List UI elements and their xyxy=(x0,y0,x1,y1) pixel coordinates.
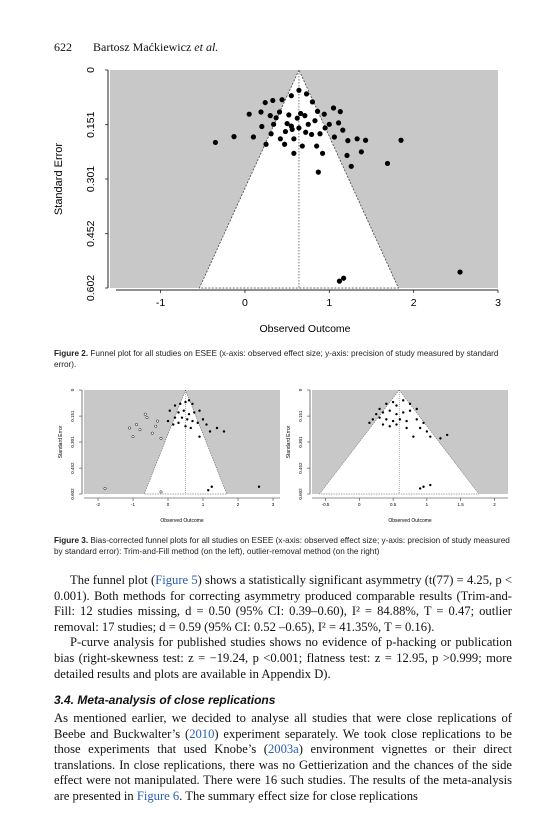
study-point xyxy=(332,134,337,139)
study-point xyxy=(184,401,186,403)
y-axis-label: Standard Error xyxy=(58,425,64,459)
study-point xyxy=(300,143,305,148)
study-point xyxy=(169,410,171,412)
study-point xyxy=(349,164,354,169)
x-tick-label: 1.5 xyxy=(457,502,464,507)
study-point xyxy=(341,276,346,281)
study-point xyxy=(251,134,256,139)
study-point xyxy=(429,435,431,437)
study-point xyxy=(188,399,190,401)
y-tick-label: 0.602 xyxy=(85,274,97,302)
x-tick-label: 0 xyxy=(358,502,361,507)
study-point xyxy=(184,425,186,427)
y-tick-label: 0 xyxy=(85,67,97,73)
x-tick-label: -1 xyxy=(130,502,136,507)
text-run: The funnel plot ( xyxy=(70,573,156,587)
study-point xyxy=(231,134,236,139)
study-point xyxy=(327,122,332,127)
study-point xyxy=(268,113,273,118)
imputed-study-point xyxy=(151,432,153,434)
y-tick-label: 0.452 xyxy=(298,462,303,474)
study-point xyxy=(271,122,276,127)
x-tick-label: 2 xyxy=(410,297,417,309)
study-point xyxy=(296,125,301,130)
paragraph-pcurve: P-curve analysis for published studies shows no evidence of p-hacking or publication bias (right-skewness test: z = −19.24, p <0.001; flatness test: z = 12.95, p >0.999; more detailed results and plots are available in Appendix D). xyxy=(54,635,512,681)
study-point xyxy=(174,404,176,406)
imputed-study-point xyxy=(156,420,158,422)
study-point xyxy=(295,116,300,121)
study-point xyxy=(316,170,321,175)
study-point xyxy=(368,422,370,424)
section-heading: 3.4. Meta-analysis of close replications xyxy=(54,693,276,707)
y-tick-label: 0.301 xyxy=(85,165,97,193)
author-names: Bartosz Maćkiewicz xyxy=(93,40,192,54)
study-point xyxy=(177,422,179,424)
study-point xyxy=(209,430,211,432)
study-point xyxy=(422,422,424,424)
study-point xyxy=(263,100,268,105)
study-point xyxy=(174,416,176,418)
study-point xyxy=(429,484,431,486)
study-point xyxy=(363,138,368,143)
y-tick-label: 0.602 xyxy=(70,488,75,500)
study-point xyxy=(392,420,394,422)
study-point xyxy=(385,161,390,166)
figure-3-outlier-removal-plot xyxy=(282,386,512,526)
study-point xyxy=(412,435,414,437)
study-point xyxy=(172,423,174,425)
study-point xyxy=(303,130,308,135)
study-point xyxy=(258,109,263,114)
study-point xyxy=(274,115,279,120)
study-point xyxy=(188,413,190,415)
study-point xyxy=(315,109,320,114)
study-point xyxy=(186,418,188,420)
study-point xyxy=(416,418,418,420)
text-run: ) environment vignettes or their direct translations. In close replications, there was no Gettierization and the chances of the side effect were not manipulated. There were 16 such studies. The results of the meta-analysis are presented in xyxy=(54,742,512,803)
study-point xyxy=(378,408,380,410)
study-point xyxy=(202,418,204,420)
study-point xyxy=(422,486,424,488)
imputed-study-point xyxy=(160,491,162,493)
x-tick-label: 0.5 xyxy=(389,502,397,507)
study-point xyxy=(345,138,350,143)
imputed-study-point xyxy=(128,427,130,429)
study-point xyxy=(409,403,411,405)
study-point xyxy=(426,430,428,432)
study-point xyxy=(193,411,195,413)
study-point xyxy=(314,143,319,148)
figure-3-trim-and-fill-plot xyxy=(54,386,284,526)
study-point xyxy=(457,269,462,274)
imputed-study-point xyxy=(132,435,134,437)
study-point xyxy=(409,410,411,412)
study-point xyxy=(247,112,252,117)
y-tick-label: 0 xyxy=(298,388,303,392)
study-point xyxy=(355,136,360,141)
study-point xyxy=(385,418,387,420)
running-header xyxy=(54,40,218,55)
text-run: As mentioned earlier, we decided to analyse all studies that were close replications of Beebe and Buckwalter’s ( xyxy=(54,711,512,741)
author-line xyxy=(93,40,218,54)
y-tick-label: 0.301 xyxy=(70,436,75,448)
study-point xyxy=(322,112,327,117)
study-point xyxy=(279,97,284,102)
caption-label: Figure 3. xyxy=(54,536,89,545)
study-point xyxy=(382,411,384,413)
study-point xyxy=(338,109,343,114)
study-point xyxy=(263,142,268,147)
x-tick-label: -1 xyxy=(155,297,166,309)
study-point xyxy=(289,93,294,98)
study-point xyxy=(283,129,288,134)
study-point xyxy=(183,410,185,412)
y-tick-label: 0.151 xyxy=(70,410,75,422)
paragraph-funnel xyxy=(54,573,512,635)
study-point xyxy=(385,403,387,405)
study-point xyxy=(322,125,327,130)
study-point xyxy=(344,153,349,158)
study-point xyxy=(372,418,374,420)
study-point xyxy=(439,437,441,439)
study-point xyxy=(191,403,193,405)
y-tick-label: 0.452 xyxy=(70,462,75,474)
study-point xyxy=(331,105,336,110)
study-point xyxy=(375,413,377,415)
y-tick-label: 0.151 xyxy=(298,410,303,422)
study-point xyxy=(359,149,364,154)
study-point xyxy=(179,403,181,405)
x-tick-label: -2 xyxy=(95,502,101,507)
study-point xyxy=(392,401,394,403)
study-point xyxy=(259,124,264,129)
study-point xyxy=(211,486,213,488)
imputed-study-point xyxy=(135,423,137,425)
study-point xyxy=(213,140,218,145)
x-tick-label: 3 xyxy=(495,297,501,309)
imputed-study-point xyxy=(146,416,148,418)
study-point xyxy=(419,487,421,489)
study-point xyxy=(399,418,401,420)
caption-text: Bias-corrected funnel plots for all studies on ESEE (x-axis: observed effect size; y-axis: precision of study measured by standard error): Trim-and-Fill method (on the left), outlier-removal method (on the right) xyxy=(54,536,510,556)
study-point xyxy=(309,132,314,137)
study-point xyxy=(304,91,309,96)
study-point xyxy=(278,136,283,141)
x-axis-label: Observed Outcome xyxy=(388,518,432,524)
study-point xyxy=(269,131,274,136)
study-point xyxy=(382,423,384,425)
study-point xyxy=(298,111,303,116)
body-paragraph-replications xyxy=(54,711,512,805)
study-point xyxy=(223,430,225,432)
study-point xyxy=(277,109,282,114)
y-tick-label: 0.151 xyxy=(85,111,97,138)
text-run: ) experiment separately. We took close replications to be those experiments that used Knobe’s ( xyxy=(54,726,512,757)
study-point xyxy=(296,88,301,93)
x-tick-label: 0 xyxy=(166,502,170,507)
study-point xyxy=(398,138,403,143)
body-paragraphs xyxy=(54,573,512,682)
study-point xyxy=(340,128,345,133)
y-tick-label: 0.452 xyxy=(85,220,97,247)
figure-3-caption xyxy=(54,535,510,557)
y-tick-label: 0.301 xyxy=(298,436,303,448)
study-point xyxy=(312,118,317,123)
study-point xyxy=(306,122,311,127)
x-tick-label: 3 xyxy=(271,502,275,507)
study-point xyxy=(337,279,342,284)
study-point xyxy=(258,486,260,488)
study-point xyxy=(190,427,192,429)
study-point xyxy=(320,151,325,156)
study-point xyxy=(198,410,200,412)
figure-5-link[interactable]: Figure 5 xyxy=(155,573,198,587)
x-tick-label: 1 xyxy=(326,297,333,309)
figure-2-caption xyxy=(54,348,510,370)
x-tick-label: 1 xyxy=(425,502,429,507)
study-point xyxy=(177,411,179,413)
study-point xyxy=(197,422,199,424)
x-axis-label: Observed Outcome xyxy=(259,323,351,335)
study-point xyxy=(405,420,407,422)
imputed-study-point xyxy=(160,437,162,439)
y-tick-label: 0.602 xyxy=(298,488,303,500)
imputed-study-point xyxy=(144,413,146,415)
study-point xyxy=(378,416,380,418)
y-tick-label: 0 xyxy=(70,388,75,392)
study-point xyxy=(216,427,218,429)
study-point xyxy=(207,489,209,491)
caption-label: Figure 2. xyxy=(54,349,89,358)
page-number: 622 xyxy=(54,40,72,54)
study-point xyxy=(402,399,404,401)
study-point xyxy=(395,423,397,425)
study-point xyxy=(291,151,296,156)
study-point xyxy=(191,420,193,422)
study-point xyxy=(282,142,287,147)
citation-2003a-link[interactable]: 2003a xyxy=(267,742,299,757)
figure-6-link[interactable]: Figure 6 xyxy=(136,788,180,803)
study-point xyxy=(389,410,391,412)
study-point xyxy=(405,427,407,429)
x-tick-label: 2 xyxy=(236,502,240,507)
y-axis-label: Standard Error xyxy=(53,142,65,216)
study-point xyxy=(167,420,169,422)
imputed-study-point xyxy=(104,487,106,489)
study-point xyxy=(446,434,448,436)
x-tick-label: 2 xyxy=(493,502,496,507)
study-point xyxy=(181,416,183,418)
y-axis-label: Standard Error xyxy=(286,425,292,459)
study-point xyxy=(402,411,404,413)
study-point xyxy=(286,112,291,117)
text-run: ) shows a statistically significant asymmetry (t(77) = 4.25, p < 0.001). Both methods for correcting asymmetry produced comparable results (Trim-and-Fill: 12 studies missing, d = 0.50 (95% CI: 0.39–0.60), I² = 84.88%, T = 0.47; outlier removal: 17 studies; d = 0.59 (95% CI: 0.52 –0.65), I² = 41.35%, T = 0.16). xyxy=(54,573,512,634)
study-point xyxy=(416,408,418,410)
study-point xyxy=(270,98,275,103)
x-tick-label: 0 xyxy=(242,297,248,309)
study-point xyxy=(310,99,315,104)
study-point xyxy=(205,423,207,425)
x-tick-label: 1 xyxy=(201,502,205,507)
text-run: . The summary effect size for close replications xyxy=(179,788,418,803)
citation-2010-link[interactable]: 2010 xyxy=(189,726,215,741)
study-point xyxy=(198,435,200,437)
x-tick-label: -0.5 xyxy=(321,502,330,507)
caption-text: Funnel plot for all studies on ESEE (x-axis: observed effect size; y-axis: precision of study measured by standard error). xyxy=(54,349,499,369)
paragraph-replications xyxy=(54,711,512,805)
study-point xyxy=(395,413,397,415)
imputed-study-point xyxy=(139,429,141,431)
study-point xyxy=(336,120,341,125)
study-point xyxy=(419,427,421,429)
study-point xyxy=(289,124,294,129)
study-point xyxy=(395,404,397,406)
study-point xyxy=(317,131,322,136)
study-point xyxy=(389,425,391,427)
imputed-study-point xyxy=(155,425,157,427)
x-axis-label: Observed Outcome xyxy=(160,518,204,524)
study-point xyxy=(291,136,296,141)
et-al: et al. xyxy=(194,40,219,54)
